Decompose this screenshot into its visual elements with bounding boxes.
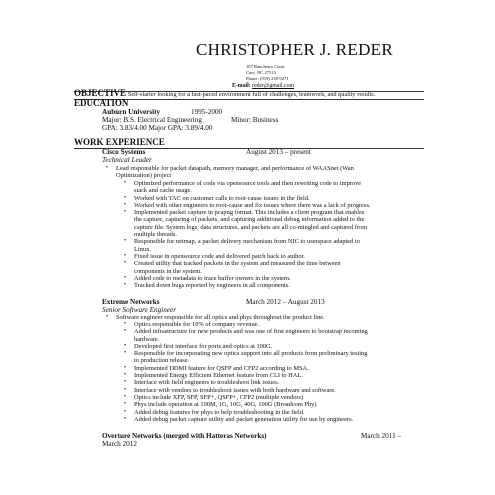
list-item: • Interface with vendors to troubleshoot issues with both hardware and software. <box>124 386 336 394</box>
list-item: the capture, capturing of packets, and capturing additional debug information added to the <box>134 216 365 224</box>
email-label: E-mail: <box>232 83 251 89</box>
bullet-icon: • <box>124 282 127 289</box>
bullet-icon: • <box>106 314 109 320</box>
email-link[interactable]: reder@gmail.com <box>252 83 295 89</box>
list-item: Linux. <box>134 245 151 253</box>
list-item: hardware. <box>134 335 160 343</box>
bullet-icon: • <box>124 238 127 245</box>
list-item: • Fixed issue in opensource code and delivered patch back to author. <box>124 252 305 260</box>
education-school: Auburn University <box>102 108 161 116</box>
bullet-icon: • <box>124 274 127 281</box>
list-item: components in the system. <box>134 267 202 275</box>
bullet-icon: • <box>124 364 127 371</box>
list-item: • Implemented packet capture in pcapng format. This includes a client program that enables <box>124 209 365 217</box>
list-item: • Responsible for netmap, a packet delivery mechanism from NIC to userspace adapted to <box>124 238 360 246</box>
list-item: • Worked with TAC on customer calls to root-cause issues in the field. <box>124 194 310 202</box>
education-years: 1995-2000 <box>191 108 223 116</box>
address-city: Cary, NC 27513 <box>246 70 276 75</box>
bullet-icon: • <box>124 194 127 201</box>
list-item: stack and cache usage. <box>134 187 192 195</box>
job-title: Senior Software Engineer <box>102 306 176 314</box>
address-block <box>246 64 289 82</box>
list-item: • Software engineer responsible for all optics and phys throughout the product line. <box>106 314 325 321</box>
resume-name: CHRISTOPHER J. REDER <box>196 40 393 59</box>
job-subbullets <box>124 321 368 423</box>
list-item: multiple threads. <box>134 231 177 239</box>
job-company: Cisco Systems <box>102 148 146 156</box>
job-dates-continued: March 2012 <box>102 440 137 448</box>
list-item: capture file. System logs, data structures, and packets are all co-mingled and captured from <box>134 223 368 231</box>
job-company: Overture Networks (merged with Hatteras Networks) <box>102 432 267 440</box>
list-item: • Worked with other engineers to root-cause and fix issues where there was a lack of progress. <box>124 201 371 209</box>
bullet-icon: • <box>124 209 127 216</box>
bullet-icon: • <box>124 321 127 327</box>
job-bullets <box>106 165 354 180</box>
job-company: Extreme Networks <box>102 298 160 306</box>
objective-heading: OBJECTIVE <box>74 88 127 98</box>
education-gpa: GPA: 3.83/4.00 Major GPA: 3.89/4.00 <box>102 124 213 132</box>
list-item: • Developed first interface for ports and optics at 100G. <box>124 342 273 350</box>
list-item: • Lead responsible for packet datapath, memory manager, and performance of WAASnet (Wan <box>106 165 354 172</box>
bullet-icon: • <box>124 350 127 357</box>
bullet-icon: • <box>106 165 109 171</box>
bullet-icon: • <box>124 201 127 208</box>
list-item: • Added debug packet capture utility and packet generation utility for use by engineers. <box>124 415 354 423</box>
experience-heading: WORK EXPERIENCE <box>74 137 165 147</box>
list-item: • Interface with field engineers to troubleshoot link issues. <box>124 379 280 387</box>
list-item: • Created utility that tracked packets in the system and measured the time between <box>124 260 341 268</box>
list-item: • Optics include XFP, SFP, SFP+, QSFP+, CFP2 (multiple vendors) <box>124 393 304 401</box>
list-item: • Optics responsible for 10% of company revenue. <box>124 321 260 328</box>
list-item: • Responsible for incorporating new optics support into all products from preliminary testing <box>124 350 368 358</box>
address-phone: Phone: (919) 238-9271 <box>246 76 289 81</box>
bullet-icon: • <box>124 180 127 186</box>
list-item: • Tracked down bugs reported by engineers in all components. <box>124 282 290 290</box>
bullet-icon: • <box>124 401 127 408</box>
bullet-icon: • <box>124 252 127 259</box>
bullet-icon: • <box>124 379 127 386</box>
job-subbullets <box>124 180 371 290</box>
bullet-icon: • <box>124 415 127 422</box>
list-item: • Phys include operation at 100M, 1G, 10G, 40G, 100G (Broadcom Phy) <box>124 401 317 409</box>
bullet-icon: • <box>124 342 127 349</box>
bullet-icon: • <box>124 260 127 267</box>
job-title: Technical Leader <box>102 156 152 164</box>
list-item: • Added debug features for phys to help troubleshooting in the field. <box>124 408 305 416</box>
address-street: 107 Rancheiro Court <box>246 64 285 69</box>
bullet-icon: • <box>124 386 127 393</box>
list-item: • Optimized performance of code via opensource tools and then rewriting code to improve <box>124 180 362 187</box>
education-heading: EDUCATION <box>74 98 129 108</box>
education-minor: Minor: Business <box>231 116 279 124</box>
job-dates: August 2013 – present <box>246 148 311 156</box>
list-item: to production release. <box>134 357 190 365</box>
list-item: Optimization) project <box>116 172 172 180</box>
bullet-icon: • <box>124 372 127 379</box>
list-item: • Implemented Energy Efficient Ethernet feature from CLI to HAL. <box>124 372 303 380</box>
list-item: • Added infrastructure for new products and was one of first engineers to bootstrap incoming <box>124 328 368 336</box>
list-item: • Implemented DDMI feature for QSFP and CFP2 according to MSA. <box>124 364 309 372</box>
bullet-icon: • <box>124 328 127 335</box>
list-item: • Added code to metadata to trace buffer owners in the system. <box>124 274 291 282</box>
bullet-icon: • <box>124 393 127 400</box>
job-dates: March 2011 – <box>361 432 402 440</box>
bullet-icon: • <box>124 408 127 415</box>
job-dates: March 2012 – August 2013 <box>246 298 325 306</box>
objective-text: Self-starter looking for a fast-paced environment full of challenges, teamwork, and quality results. <box>127 91 376 98</box>
education-major: Major: B.S. Electrical Engineering <box>102 116 202 124</box>
